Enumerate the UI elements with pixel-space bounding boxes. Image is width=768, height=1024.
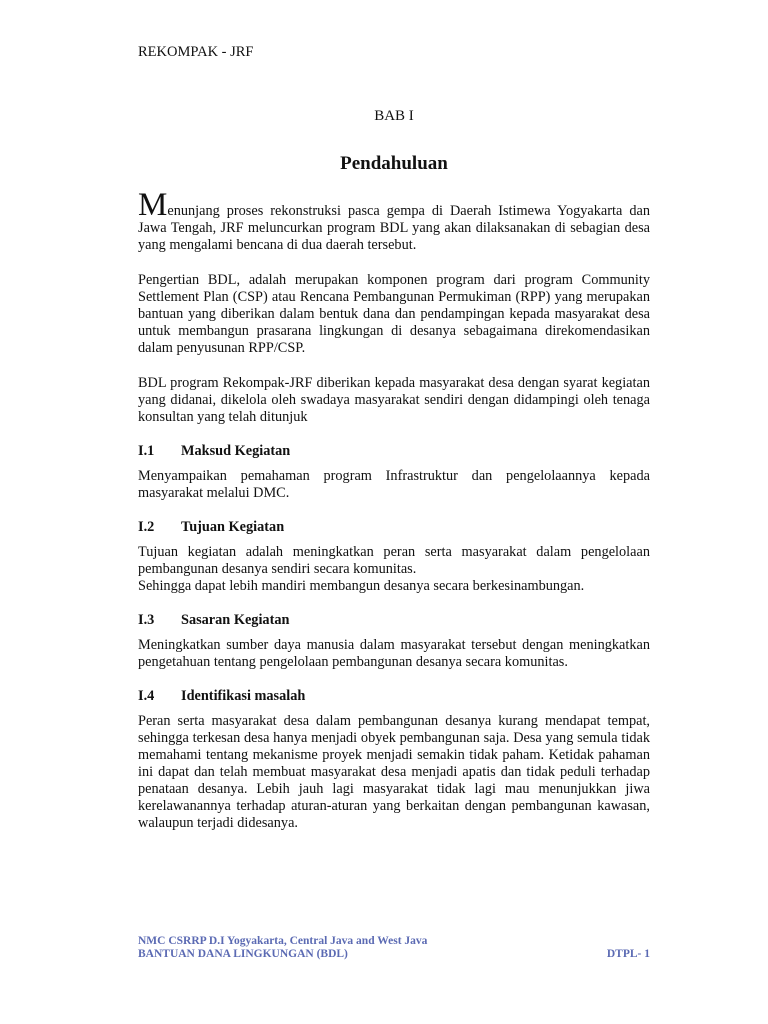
section-number: I.2 — [138, 519, 155, 535]
footer-line-1: NMC CSRRP D.I Yogyakarta, Central Java and West Java — [138, 935, 428, 947]
footer-row-2 — [138, 948, 650, 961]
section-heading-2 — [138, 519, 650, 536]
page-header: REKOMPAK - JRF — [138, 44, 254, 60]
chapter-title: Pendahuluan — [340, 153, 448, 174]
page-number: DTPL- 1 — [606, 948, 650, 960]
section-body-2b: Sehingga dapat lebih mandiri membangun desanya secara berkesinambungan. — [138, 578, 585, 594]
footer-line-2: BANTUAN DANA LINGKUNGAN (BDL) — [138, 948, 348, 960]
section-number: I.3 — [138, 612, 155, 628]
section-title: Identifikasi masalah — [181, 688, 306, 704]
section-heading-3 — [138, 612, 650, 629]
section-body-2: Tujuan kegiatan adalah meningkatkan peran serta masyarakat dalam pengelolaan pembangunan desanya sendiri secara komunitas. — [138, 544, 650, 577]
intro-paragraph-1 — [138, 187, 650, 254]
section-heading-1 — [138, 443, 650, 460]
section-number: I.4 — [138, 688, 155, 704]
section-title: Maksud Kegiatan — [181, 443, 291, 459]
section-number: I.1 — [138, 443, 155, 459]
intro-paragraph-1-text: enunjang proses rekonstruksi pasca gempa di Daerah Istimewa Yogyakarta dan Jawa Tengah, JRF meluncurkan program BDL yang akan dilaksanakan di sebagian desa yang mengalami bencana di dua daerah tersebut. — [138, 203, 650, 253]
section-body-3: Meningkatkan sumber daya manusia dalam masyarakat tersebut dengan meningkatkan pengetahuan tentang pengelolaan pembangunan desanya secara komunitas. — [138, 637, 650, 670]
section-title: Sasaran Kegiatan — [181, 612, 290, 628]
intro-paragraph-3: BDL program Rekompak-JRF diberikan kepada masyarakat desa dengan syarat kegiatan yang didanai, dikelola oleh swadaya masyarakat sendiri dengan didampingi oleh tenaga konsultan yang telah ditunjuk — [138, 375, 650, 425]
chapter-label: BAB I — [374, 108, 414, 124]
drop-cap: M — [138, 187, 168, 223]
page-footer — [138, 935, 650, 961]
section-title: Tujuan Kegiatan — [181, 519, 285, 535]
section-body-4: Peran serta masyarakat desa dalam pembangunan desanya kurang mendapat tempat, sehingga terkesan desa hanya menjadi obyek pembangunan saja. Desa yang semula tidak memahami tentang mekanisme proyek menjadi semakin tidak paham. Ketidak pahaman ini dapat dan telah membuat masyarakat desa menjadi apatis dan tidak peduli terhadap penataan desanya. Lebih jauh lagi masyarakat tidak lagi mau menunjukkan jiwa kerelawanannya terhadap aturan-aturan yang berkaitan dengan pembangunan kawasan, walaupun terjadi didesanya. — [138, 713, 650, 831]
section-body-1: Menyampaikan pemahaman program Infrastruktur dan pengelolaannya kepada masyarakat melalui DMC. — [138, 468, 650, 501]
main-content — [138, 108, 650, 832]
intro-paragraph-2: Pengertian BDL, adalah merupakan komponen program dari program Community Settlement Plan (CSP) atau Rencana Pembangunan Permukiman (RPP) yang merupakan bantuan yang diberikan dalam bentuk dana dan pendampingan kepada masyarakat desa untuk membangun prasarana lingkungan di desanya sebagaimana direkomendasikan dalam penyusunan RPP/CSP. — [138, 272, 650, 356]
section-heading-4 — [138, 688, 650, 705]
